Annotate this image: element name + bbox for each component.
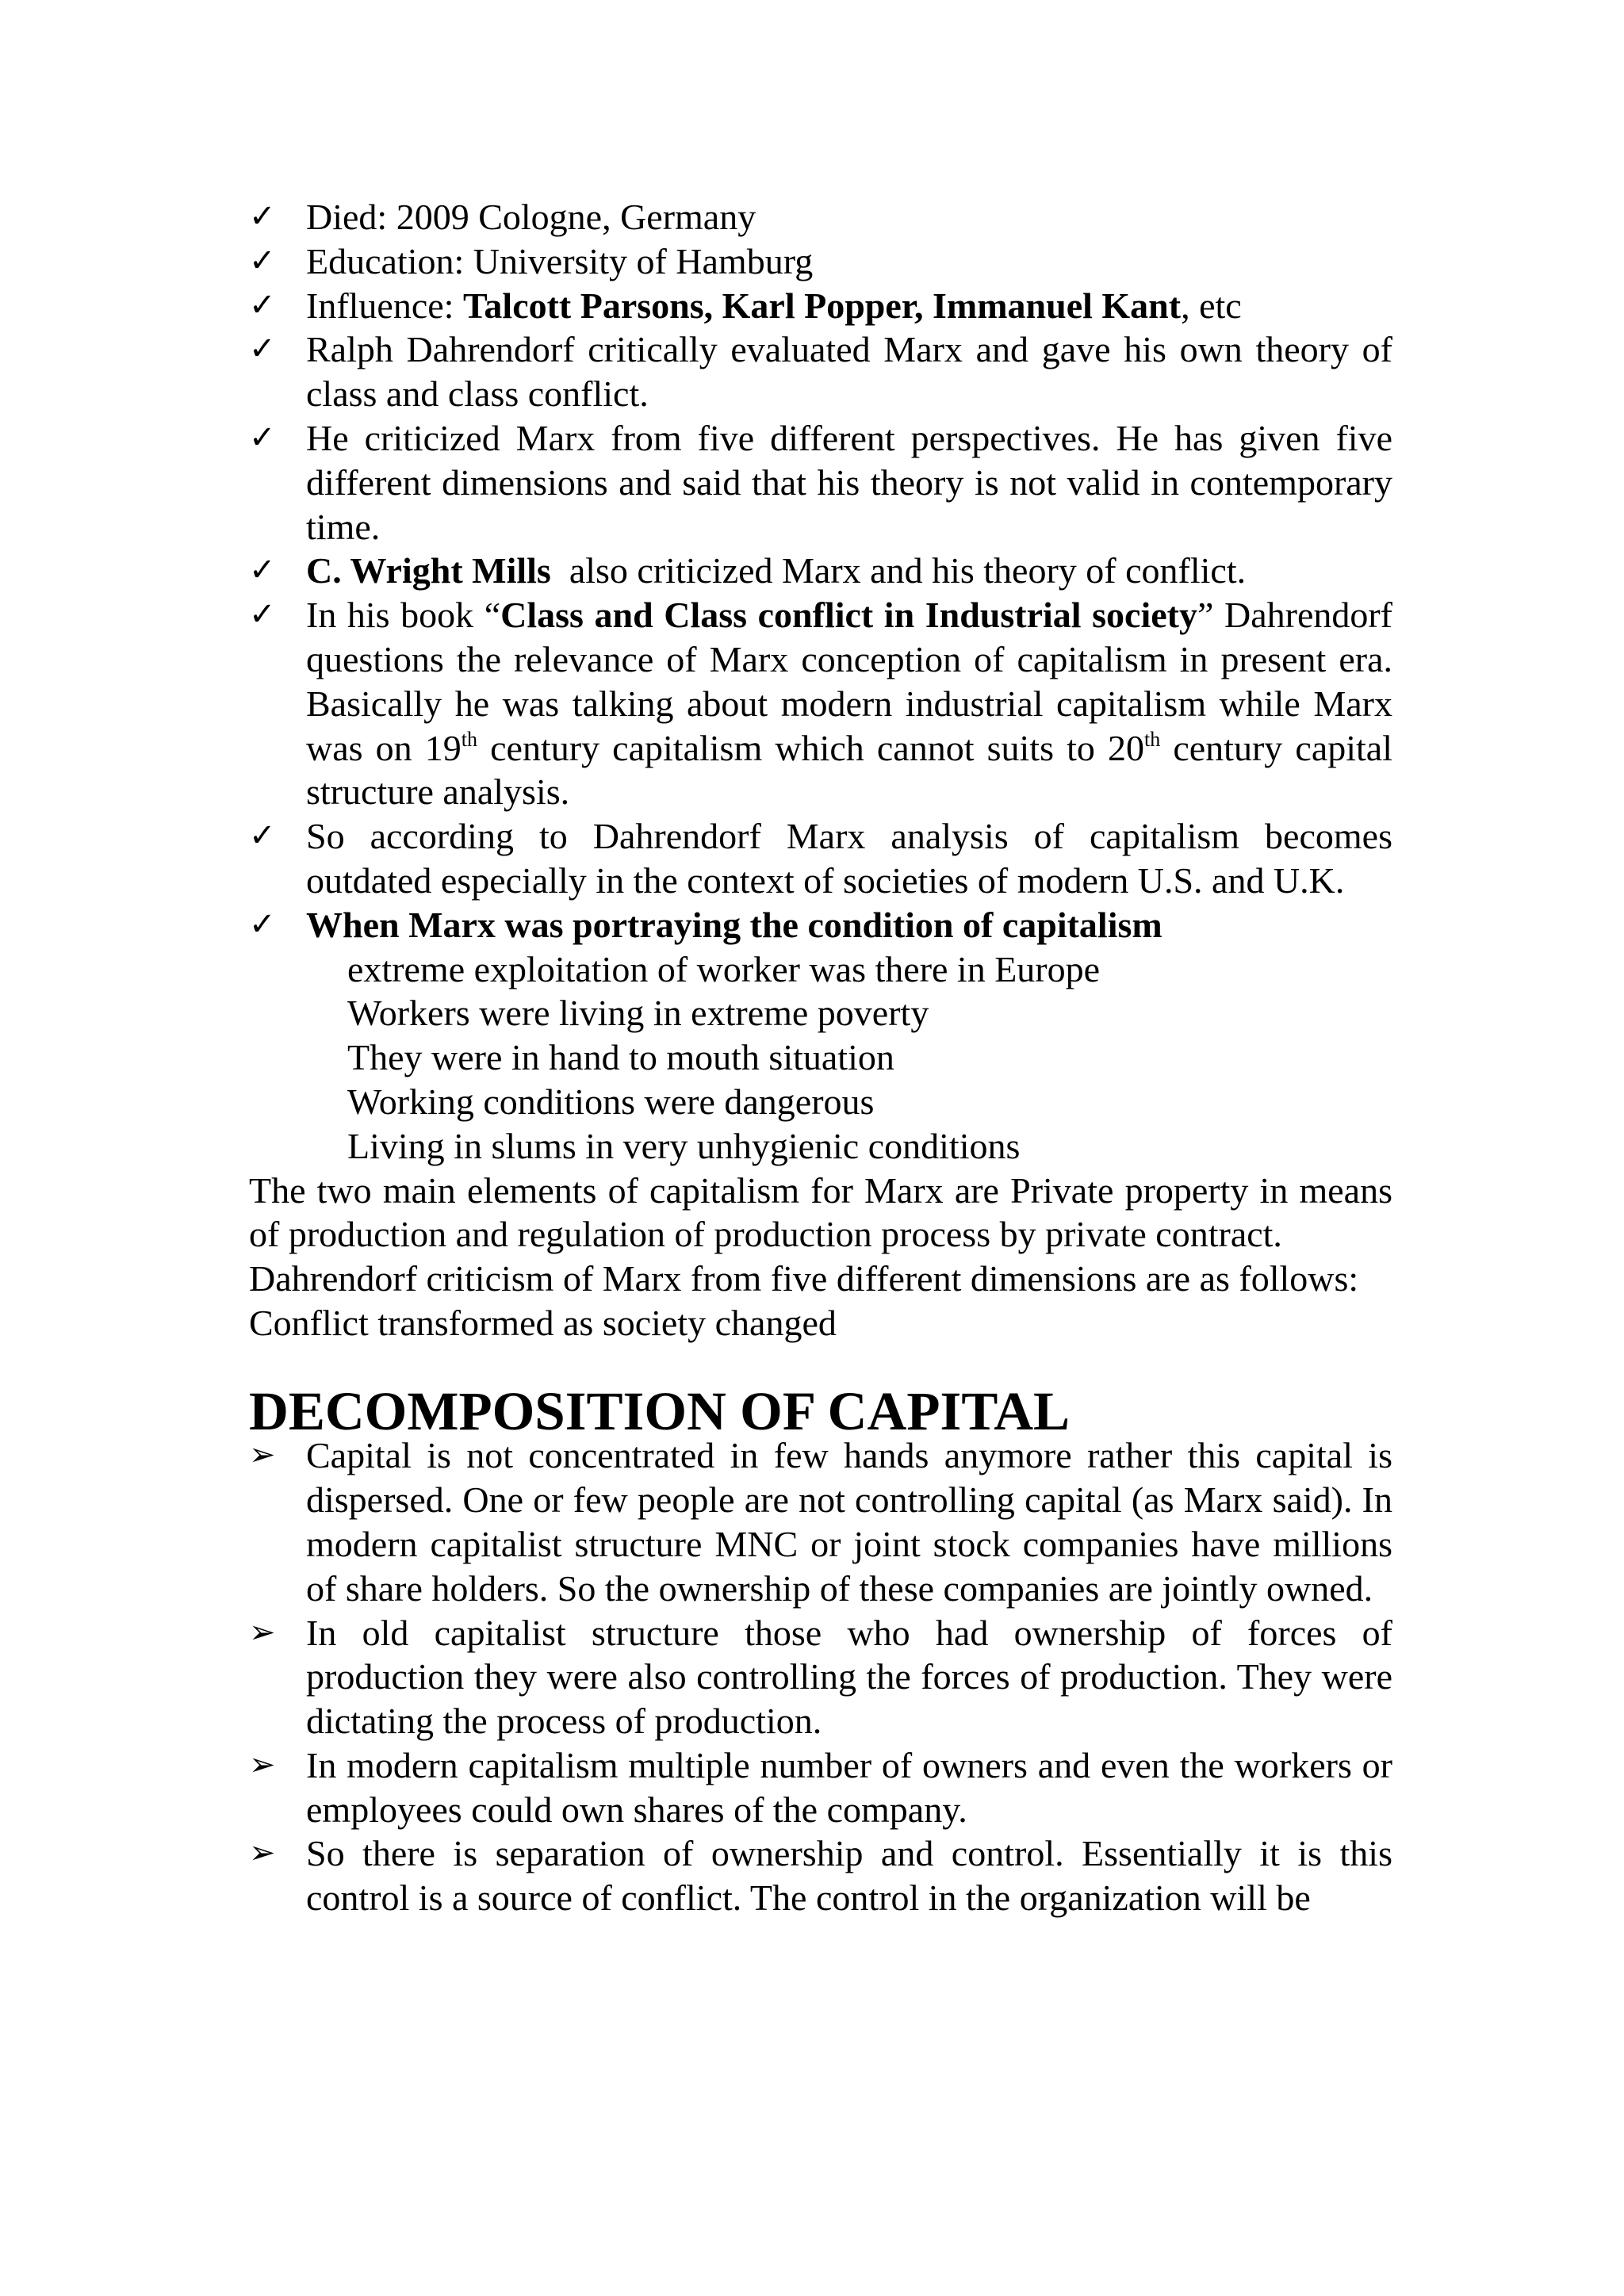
portraying-text: When Marx was portraying the condition of capitalism <box>306 904 1162 945</box>
mills-text: also criticized Marx and his theory of conflict. <box>550 550 1247 591</box>
superscript-th: th <box>461 727 478 751</box>
arrowhead-icon: ➢ <box>249 1613 276 1651</box>
list-item <box>249 416 1392 549</box>
check-mark-icon: ✓ <box>249 242 276 279</box>
decomposition-text: Capital is not concentrated in few hands anymore rather this capital is dispersed. One or few people are not controlling capital (as Marx said). In modern capitalist structure MNC or joint stock companies have millions of share holders. So the ownership of these companies are jointly owned. <box>306 1435 1392 1609</box>
list-item <box>249 903 1392 947</box>
arrowhead-icon: ➢ <box>249 1746 276 1783</box>
book-prefix: In his book “ <box>306 595 501 636</box>
book-text-end: century capital structure analysis. <box>306 727 1392 813</box>
mills-name: C. Wright Mills <box>306 550 551 591</box>
check-mark-icon: ✓ <box>249 817 276 855</box>
check-mark-icon: ✓ <box>249 286 276 323</box>
decomposition-text: In old capitalist structure those who had ownership of forces of production they were also controlling the forces of production. They were dictating the process of production. <box>306 1612 1392 1742</box>
criticized-text: He criticized Marx from five different perspectives. He has given five different dimensions and said that his theory is not valid in contemporary time. <box>306 417 1392 547</box>
transformed-paragraph: Conflict transformed as society changed <box>249 1302 837 1343</box>
arrowhead-icon: ➢ <box>249 1437 276 1474</box>
book-text-2: century capitalism which cannot suits to 20 <box>477 727 1144 768</box>
check-mark-icon: ✓ <box>249 419 276 456</box>
condition-line: They were in hand to mouth situation <box>347 1037 894 1078</box>
biography-list <box>249 195 1392 947</box>
check-mark-icon: ✓ <box>249 552 276 589</box>
elements-paragraph: The two main elements of capitalism for Marx are Private property in means of production and regulation of production process by private contract. <box>249 1169 1392 1255</box>
list-item <box>249 1831 1392 1920</box>
influence-label: Influence: <box>306 285 463 326</box>
influence-names: Talcott Parsons, Karl Popper, Immanuel Kant <box>462 285 1182 326</box>
outdated-text: So according to Dahrendorf Marx analysis of capitalism becomes outdated especially in the context of societies of modern U.S. and U.K. <box>306 816 1392 901</box>
list-item <box>249 327 1392 416</box>
evaluated-text: Ralph Dahrendorf critically evaluated Marx and gave his own theory of class and class conflict. <box>306 329 1392 415</box>
decomposition-text: In modern capitalism multiple number of owners and even the workers or employees could own shares of the company. <box>306 1744 1392 1830</box>
check-mark-icon: ✓ <box>249 905 276 943</box>
list-item <box>249 195 1392 239</box>
list-item <box>249 814 1392 903</box>
arrowhead-icon: ➢ <box>249 1835 276 1872</box>
check-mark-icon: ✓ <box>249 596 276 633</box>
influence-suffix: , etc <box>1181 285 1242 326</box>
education-text: Education: University of Hamburg <box>306 240 814 281</box>
check-mark-icon: ✓ <box>249 198 276 235</box>
condition-line: Workers were living in extreme poverty <box>347 993 929 1034</box>
list-item <box>249 549 1392 593</box>
died-text: Died: 2009 Cologne, Germany <box>306 197 756 237</box>
superscript-th: th <box>1144 727 1161 751</box>
criticism-paragraph: Dahrendorf criticism of Marx from five different dimensions are as follows: <box>249 1258 1359 1299</box>
list-item <box>249 1611 1392 1743</box>
list-item <box>249 284 1392 328</box>
condition-line: extreme exploitation of worker was there in Europe <box>347 948 1101 989</box>
list-item <box>249 1433 1392 1610</box>
check-mark-icon: ✓ <box>249 331 276 368</box>
list-item <box>249 239 1392 284</box>
page-content <box>249 195 1392 1920</box>
decomposition-text: So there is separation of ownership and control. Essentially it is this control is a source of conflict. The control in the organization will be <box>306 1833 1392 1919</box>
book-title: Class and Class conflict in Industrial society <box>500 595 1197 636</box>
condition-line: Living in slums in very unhygienic conditions <box>347 1125 1021 1166</box>
section-heading: DECOMPOSITION OF CAPITAL <box>249 1380 1071 1441</box>
condition-line: Working conditions were dangerous <box>347 1081 875 1122</box>
book-text: ” Dahrendorf questions the relevance of Marx conception of capitalism in present era. Basically he was talking about modern industrial capitalism while Marx was on 19 <box>306 595 1392 768</box>
decomposition-list <box>249 1433 1392 1920</box>
list-item <box>249 1743 1392 1832</box>
list-item <box>249 593 1392 814</box>
